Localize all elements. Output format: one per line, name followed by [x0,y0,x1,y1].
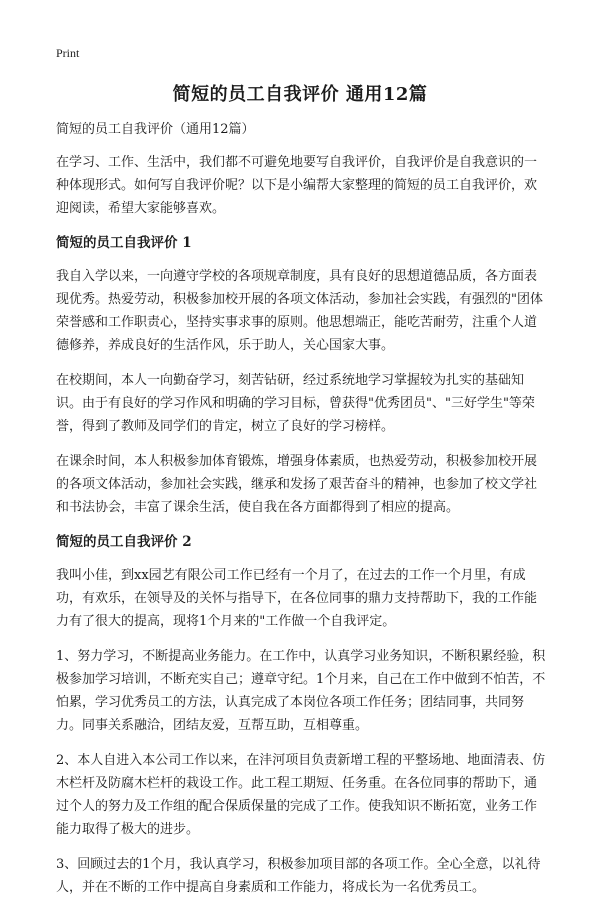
paragraph: 我自入学以来，一向遵守学校的各项规章制度，具有良好的思想道德品质，各方面表现优秀。热爱劳动，积极参加校开展的各项文体活动，参加社会实践，有强烈的"团体荣誉感和工作职责心，坚持实事求事的原则。他思想端正，能吃苦耐劳，注重个人道德修养，养成良好的生活作风，乐于助人，关心国家大事。 [56,269,543,353]
paragraph: 2、本人自进入本公司工作以来，在沣河项目负责新增工程的平整场地、地面清表、仿木栏杆及防腐木栏杆的栽设工作。此工程工期短、任务重。在各位同事的帮助下，通过个人的努力及工作组的配合保质保量的完成了工作。使我知识不断拓宽，业务工作能力取得了极大的进步。 [56,753,546,837]
intro-paragraph: 在学习、工作、生活中，我们都不可避免地要写自我评价，自我评价是自我意识的一种体现形式。如何写自我评价呢？以下是小编帮大家整理的简短的员工自我评价，欢迎阅读，希望大家能够喜欢。 [56,155,538,216]
print-link[interactable]: Print [56,46,80,60]
paragraph: 1、努力学习，不断提高业务能力。在工作中，认真学习业务知识，不断积累经验，积极参加学习培训，不断充实自己；遵章守纪。1个月来，自己在工作中做到不怕苦，不怕累，学习优秀员工的方法，认真完成了本岗位各项工作任务；团结同事，共同努力。同事关系融洽，团结友爱，互帮互助，互相尊重。 [56,649,546,733]
paragraph: 在校期间，本人一向勤奋学习，刻苦钻研，经过系统地学习掌握较为扎实的基础知识。由于有良好的学习作风和明确的学习目标，曾获得"优秀团员"、"三好学生"等荣誉，得到了教师及同学们的肯定，树立了良好的学习榜样。 [56,373,535,434]
paragraph: 3、回顾过去的1个月，我认真学习，积极参加项目部的各项工作。全心全意，以礼待人，并在不断的工作中提高自身素质和工作能力，将成长为一名优秀员工。 [56,857,541,895]
article-body [56,118,546,911]
section-heading-1: 简短的员工自我评价 1 [56,235,192,251]
section-heading-2: 简短的员工自我评价 2 [56,534,192,550]
page-title: 简短的员工自我评价 通用12篇 [172,84,428,105]
article-subtitle: 简短的员工自我评价（通用12篇） [56,122,255,137]
paragraph: 我叫小佳，到xx园艺有限公司工作已经有一个月了，在过去的工作一个月里，有成功，有欢乐，在领导及的关怀与指导下，在各位同事的鼎力支持帮助下，我的工作能力有了很大的提高，现将1个月来的"工作做一个自我评定。 [56,568,538,629]
paragraph: 在课余时间，本人积极参加体育锻炼，增强身体素质，也热爱劳动，积极参加校开展的各项文体活动，参加社会实践，继承和发扬了艰苦奋斗的精神，也参加了校文学社和书法协会，丰富了课余生活，使自我在各方面都得到了相应的提高。 [56,454,538,515]
